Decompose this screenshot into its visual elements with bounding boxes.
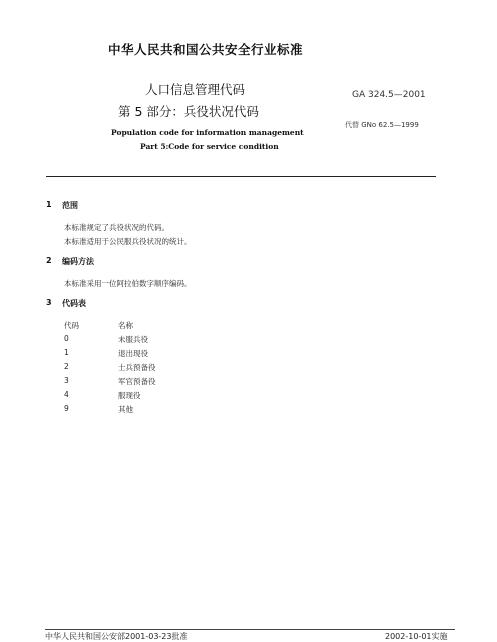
table-row-code: 9: [64, 404, 69, 413]
table-row-name: 军官预备役: [118, 377, 156, 386]
table-header-name: 名称: [118, 321, 133, 330]
section-1-line-2: 本标准适用于公民服兵役状况的统计。: [64, 237, 192, 246]
section-2-number: 2: [46, 256, 52, 265]
footer-rule: [45, 629, 455, 630]
table-row-name: 士兵预备役: [118, 363, 156, 372]
section-3-number: 3: [46, 298, 52, 307]
table-row-name: 其他: [118, 405, 133, 414]
table-row-name: 服现役: [118, 391, 141, 400]
title-line-2: 第 5 部分：兵役状况代码: [118, 104, 259, 119]
table-row-code: 2: [64, 362, 69, 371]
section-2-line-1: 本标准采用一位阿拉伯数字顺序编码。: [64, 279, 192, 288]
approval-date: 中华人民共和国公安部2001-03-23批准: [45, 632, 188, 641]
title-line-1: 人口信息管理代码: [145, 82, 246, 97]
table-row-code: 3: [64, 376, 69, 385]
section-1-line-1: 本标准规定了兵役状况的代码。: [64, 223, 169, 232]
table-row-code: 4: [64, 390, 69, 399]
table-row-code: 1: [64, 348, 69, 357]
section-2-title: 编码方法: [62, 257, 94, 266]
table-row-code: 0: [64, 334, 69, 343]
section-1-number: 1: [46, 200, 52, 209]
table-row-name: 退出现役: [118, 349, 148, 358]
section-1-title: 范围: [62, 201, 78, 210]
table-row-name: 未服兵役: [118, 335, 148, 344]
english-title-line-2: Part 5:Code for service condition: [140, 142, 279, 151]
table-header-code: 代码: [64, 321, 79, 330]
section-3-title: 代码表: [62, 299, 86, 308]
standard-number: GA 324.5—2001: [352, 90, 426, 100]
issuer-header: 中华人民共和国公共安全行业标准: [108, 42, 304, 57]
replaces-note: 代替 GNo 62.5—1999: [345, 121, 419, 129]
english-title-line-1: Population code for information management: [111, 128, 304, 137]
divider-rule: [46, 176, 436, 177]
implementation-date: 2002-10-01实施: [385, 632, 448, 641]
